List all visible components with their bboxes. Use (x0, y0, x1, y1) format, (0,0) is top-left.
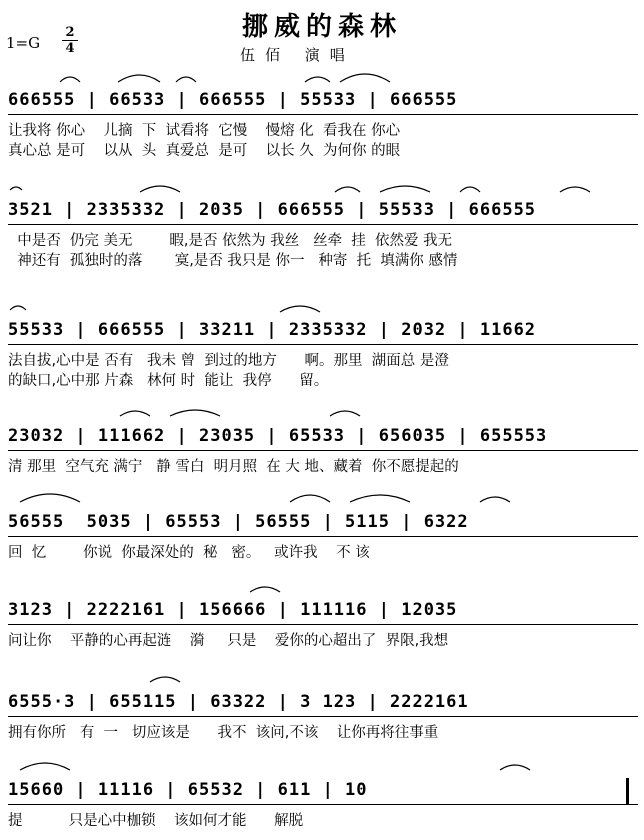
notation-line: 3521 | 2335332 | 2035 | 666555 | 55533 | 666555 (8, 200, 537, 220)
time-signature (62, 26, 78, 55)
lyric-verse-1: 拥有你所 有 一 切应该是 我不 该问,不该 让你再将往事重 (8, 725, 439, 741)
lyric-verse-2: 神还有 孤独时的落 寞,是否 我只是 你一 种寄 托 填满你 感情 (8, 253, 458, 269)
key-signature: 1=G (6, 34, 41, 52)
notation-line: 55533 | 666555 | 33211 | 2335332 | 2032 | 11662 (8, 320, 537, 340)
lyric-verse-2: 真心总 是可 以从 头 真爱总 是可 以长 久 为何你 的眼 (8, 143, 401, 159)
singer-credit: 伍佰 演唱 (240, 46, 355, 64)
notation-line: 3123 | 2222161 | 156666 | 111116 | 12035 (8, 600, 458, 620)
lyric-verse-1: 中是否 仍完 美无 暇,是否 依然为 我丝 丝牵 挂 依然爱 我无 (8, 233, 453, 249)
notation-line: 15660 | 11116 | 65532 | 611 | 10 (8, 780, 368, 800)
notation-line: 23032 | 111662 | 23035 | 65533 | 656035 | 655553 (8, 426, 548, 446)
final-barline (626, 778, 629, 804)
time-denominator: 4 (65, 41, 75, 56)
lyric-verse-2: 的缺口,心中那 片森 林何 时 能让 我停 留。 (8, 373, 329, 389)
notation-line: 666555 | 66533 | 666555 | 55533 | 666555 (8, 90, 458, 110)
lyric-verse-1: 问让你 平静的心再起涟 漪 只是 爱你的心超出了 界限,我想 (8, 633, 449, 649)
lyric-verse-1: 清 那里 空气充 满宁 静 雪白 明月照 在 大 地、藏着 你不愿提起的 (8, 459, 459, 475)
lyric-verse-1: 提 只是心中枷锁 该如何才能 解脱 (8, 813, 304, 829)
lyric-verse-1: 法自拔,心中是 否有 我未 曾 到过的地方 啊。那里 湖面总 是澄 (8, 353, 449, 369)
time-numerator: 2 (65, 25, 75, 40)
notation-line: 56555 5035 | 65553 | 56555 | 5115 | 6322 (8, 512, 469, 532)
notation-line: 6555·3 | 655115 | 63322 | 3 123 | 2222161 (8, 692, 469, 712)
lyric-verse-1: 让我将 你心 儿摘 下 试看将 它慢 慢熔 化 看我在 你心 (8, 123, 401, 139)
song-title: 挪威的森林 (241, 12, 402, 42)
lyric-verse-1: 回 忆 你说 你最深处的 秘 密。 或许我 不 该 (8, 545, 370, 561)
